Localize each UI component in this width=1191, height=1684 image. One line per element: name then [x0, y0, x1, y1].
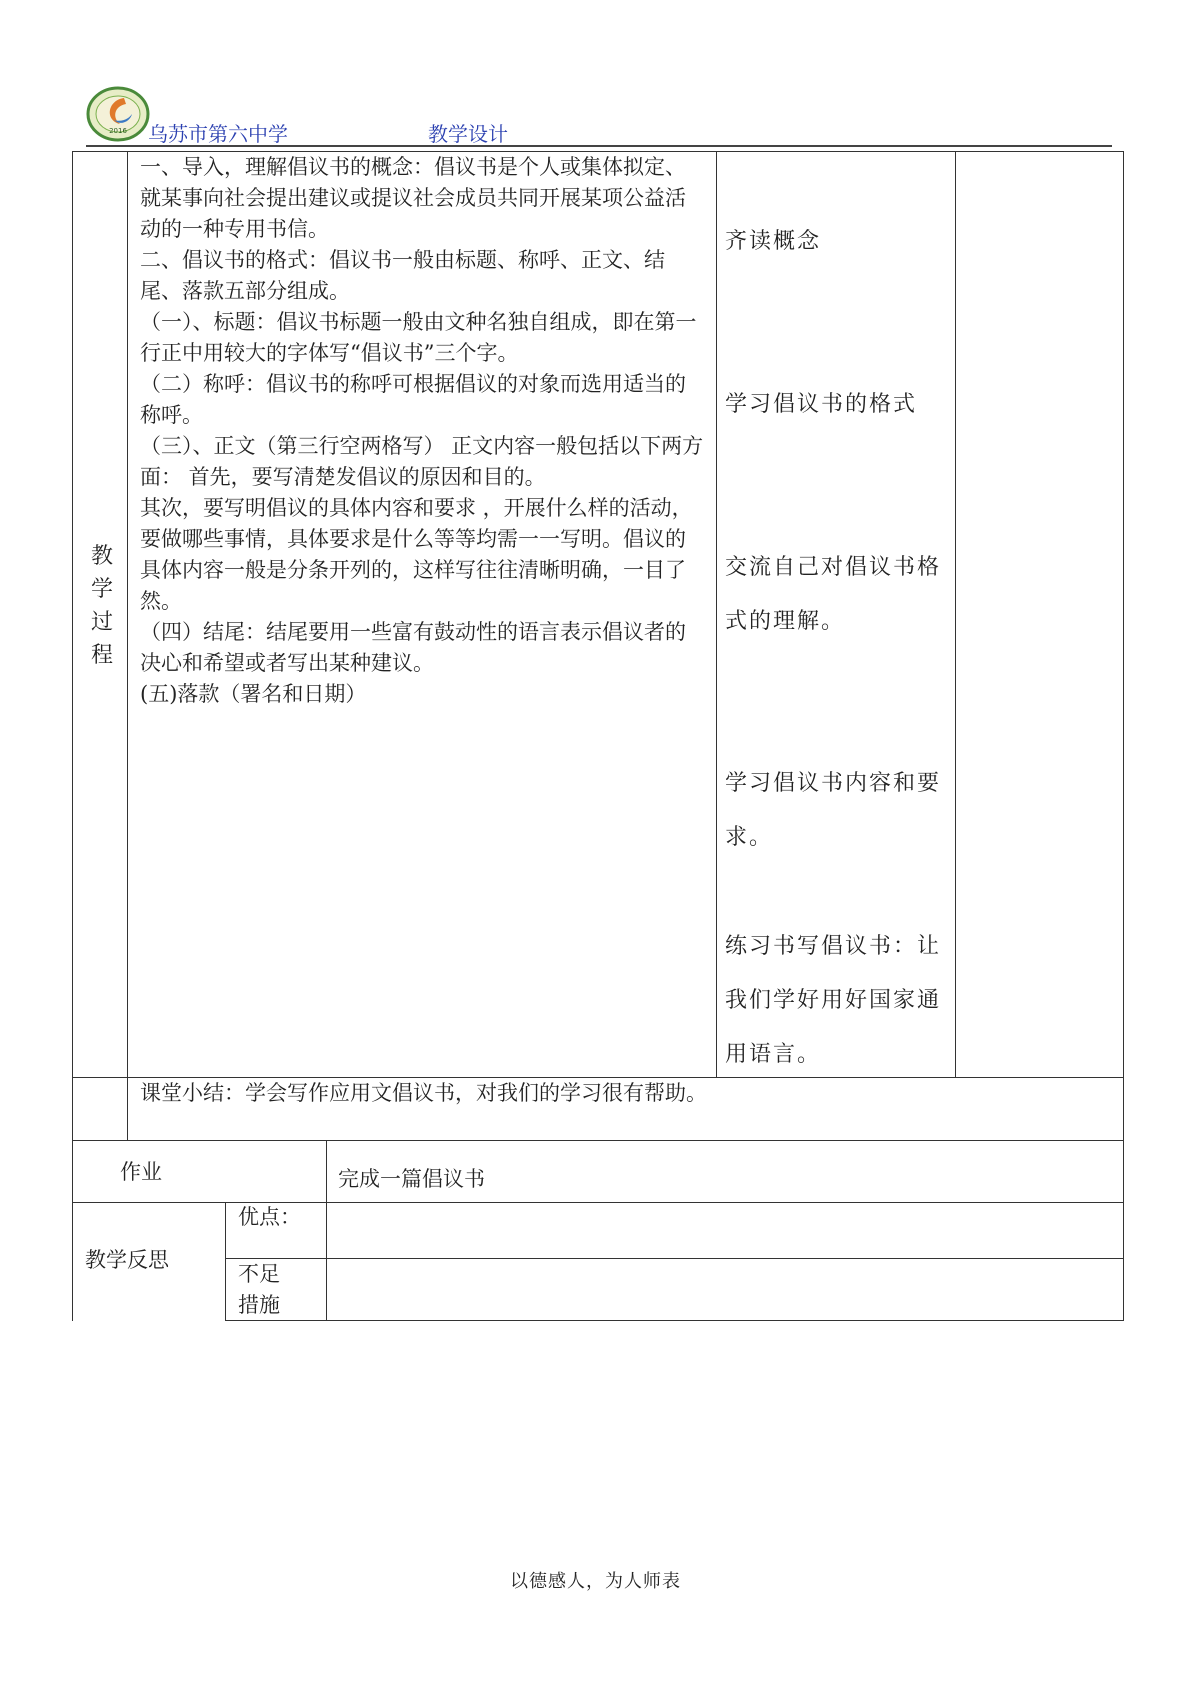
table-border-left — [72, 151, 73, 1321]
table-rule — [716, 151, 717, 1077]
table-rule — [72, 1140, 1123, 1141]
content-paragraph: （二）称呼：倡议书的称呼可根据倡议的对象而选用适当的称呼。 — [140, 372, 686, 427]
content-paragraph: 其次，要写明倡议的具体内容和要求 ，开展什么样的活动，要做哪些事情，具体要求是什么等等均需一一写明。倡议的具体内容一般是分条开列的，这样写往往清晰明确，一目了然。 — [140, 496, 693, 613]
table-rule — [127, 151, 128, 1140]
student-activity: 学习倡议书的格式 — [725, 392, 918, 417]
header-rule — [86, 145, 1112, 147]
table-rule — [955, 151, 956, 1077]
document-type: 教学设计 — [428, 122, 508, 146]
content-paragraph: （一）、标题：倡议书标题一般由文种名独自组成，即在第一行正中用较大的字体写“倡议书”三个字。 — [140, 310, 697, 365]
school-name: 乌苏市第六中学 — [148, 122, 288, 146]
reflection-label: 教学反思 — [85, 1248, 169, 1272]
student-activity: 齐读概念 — [725, 229, 822, 254]
table-border-right — [1123, 151, 1124, 1321]
content-paragraph: （三）、正文（第三行空两格写） 正文内容一般包括以下两方面： 首先，要写清楚发倡议的原因和目的。 — [140, 434, 704, 489]
student-activity: 学习倡议书内容和要求。 — [725, 771, 942, 850]
process-content — [140, 152, 706, 710]
content-paragraph: (五)落款（署名和日期） — [140, 682, 367, 706]
table-rule — [326, 1140, 327, 1321]
homework-content: 完成一篇倡议书 — [338, 1167, 485, 1191]
school-logo — [86, 86, 150, 142]
content-paragraph: （四）结尾：结尾要用一些富有鼓动性的语言表示倡议者的决心和希望或者写出某种建议。 — [140, 620, 686, 675]
student-activity: 交流自己对倡议书格式的理解。 — [725, 555, 942, 634]
table-rule — [72, 1202, 1123, 1203]
table-rule — [225, 1258, 1123, 1259]
content-paragraph: 二、倡议书的格式：倡议书一般由标题、称呼、正文、结尾、落款五部分组成。 — [140, 248, 665, 303]
class-summary: 课堂小结：学会写作应用文倡议书，对我们的学习很有帮助。 — [140, 1081, 707, 1105]
student-activity: 练习书写倡议书：让我们学好用好国家通用语言。 — [725, 934, 942, 1067]
table-rule — [225, 1202, 226, 1321]
svg-text:2016: 2016 — [109, 127, 127, 135]
table-border-bottom — [225, 1320, 1123, 1321]
footer-motto: 以德感人，为人师表 — [510, 1571, 681, 1592]
process-label: 教 学 过 程 — [90, 544, 113, 668]
weakness-label: 不足措施 — [238, 1262, 280, 1317]
homework-label: 作业 — [120, 1160, 162, 1184]
content-paragraph: 一、导入，理解倡议书的概念：倡议书是个人或集体拟定、就某事向社会提出建议或提议社会成员共同开展某项公益活动的一种专用书信。 — [140, 155, 686, 241]
strengths-label: 优点： — [238, 1205, 301, 1229]
